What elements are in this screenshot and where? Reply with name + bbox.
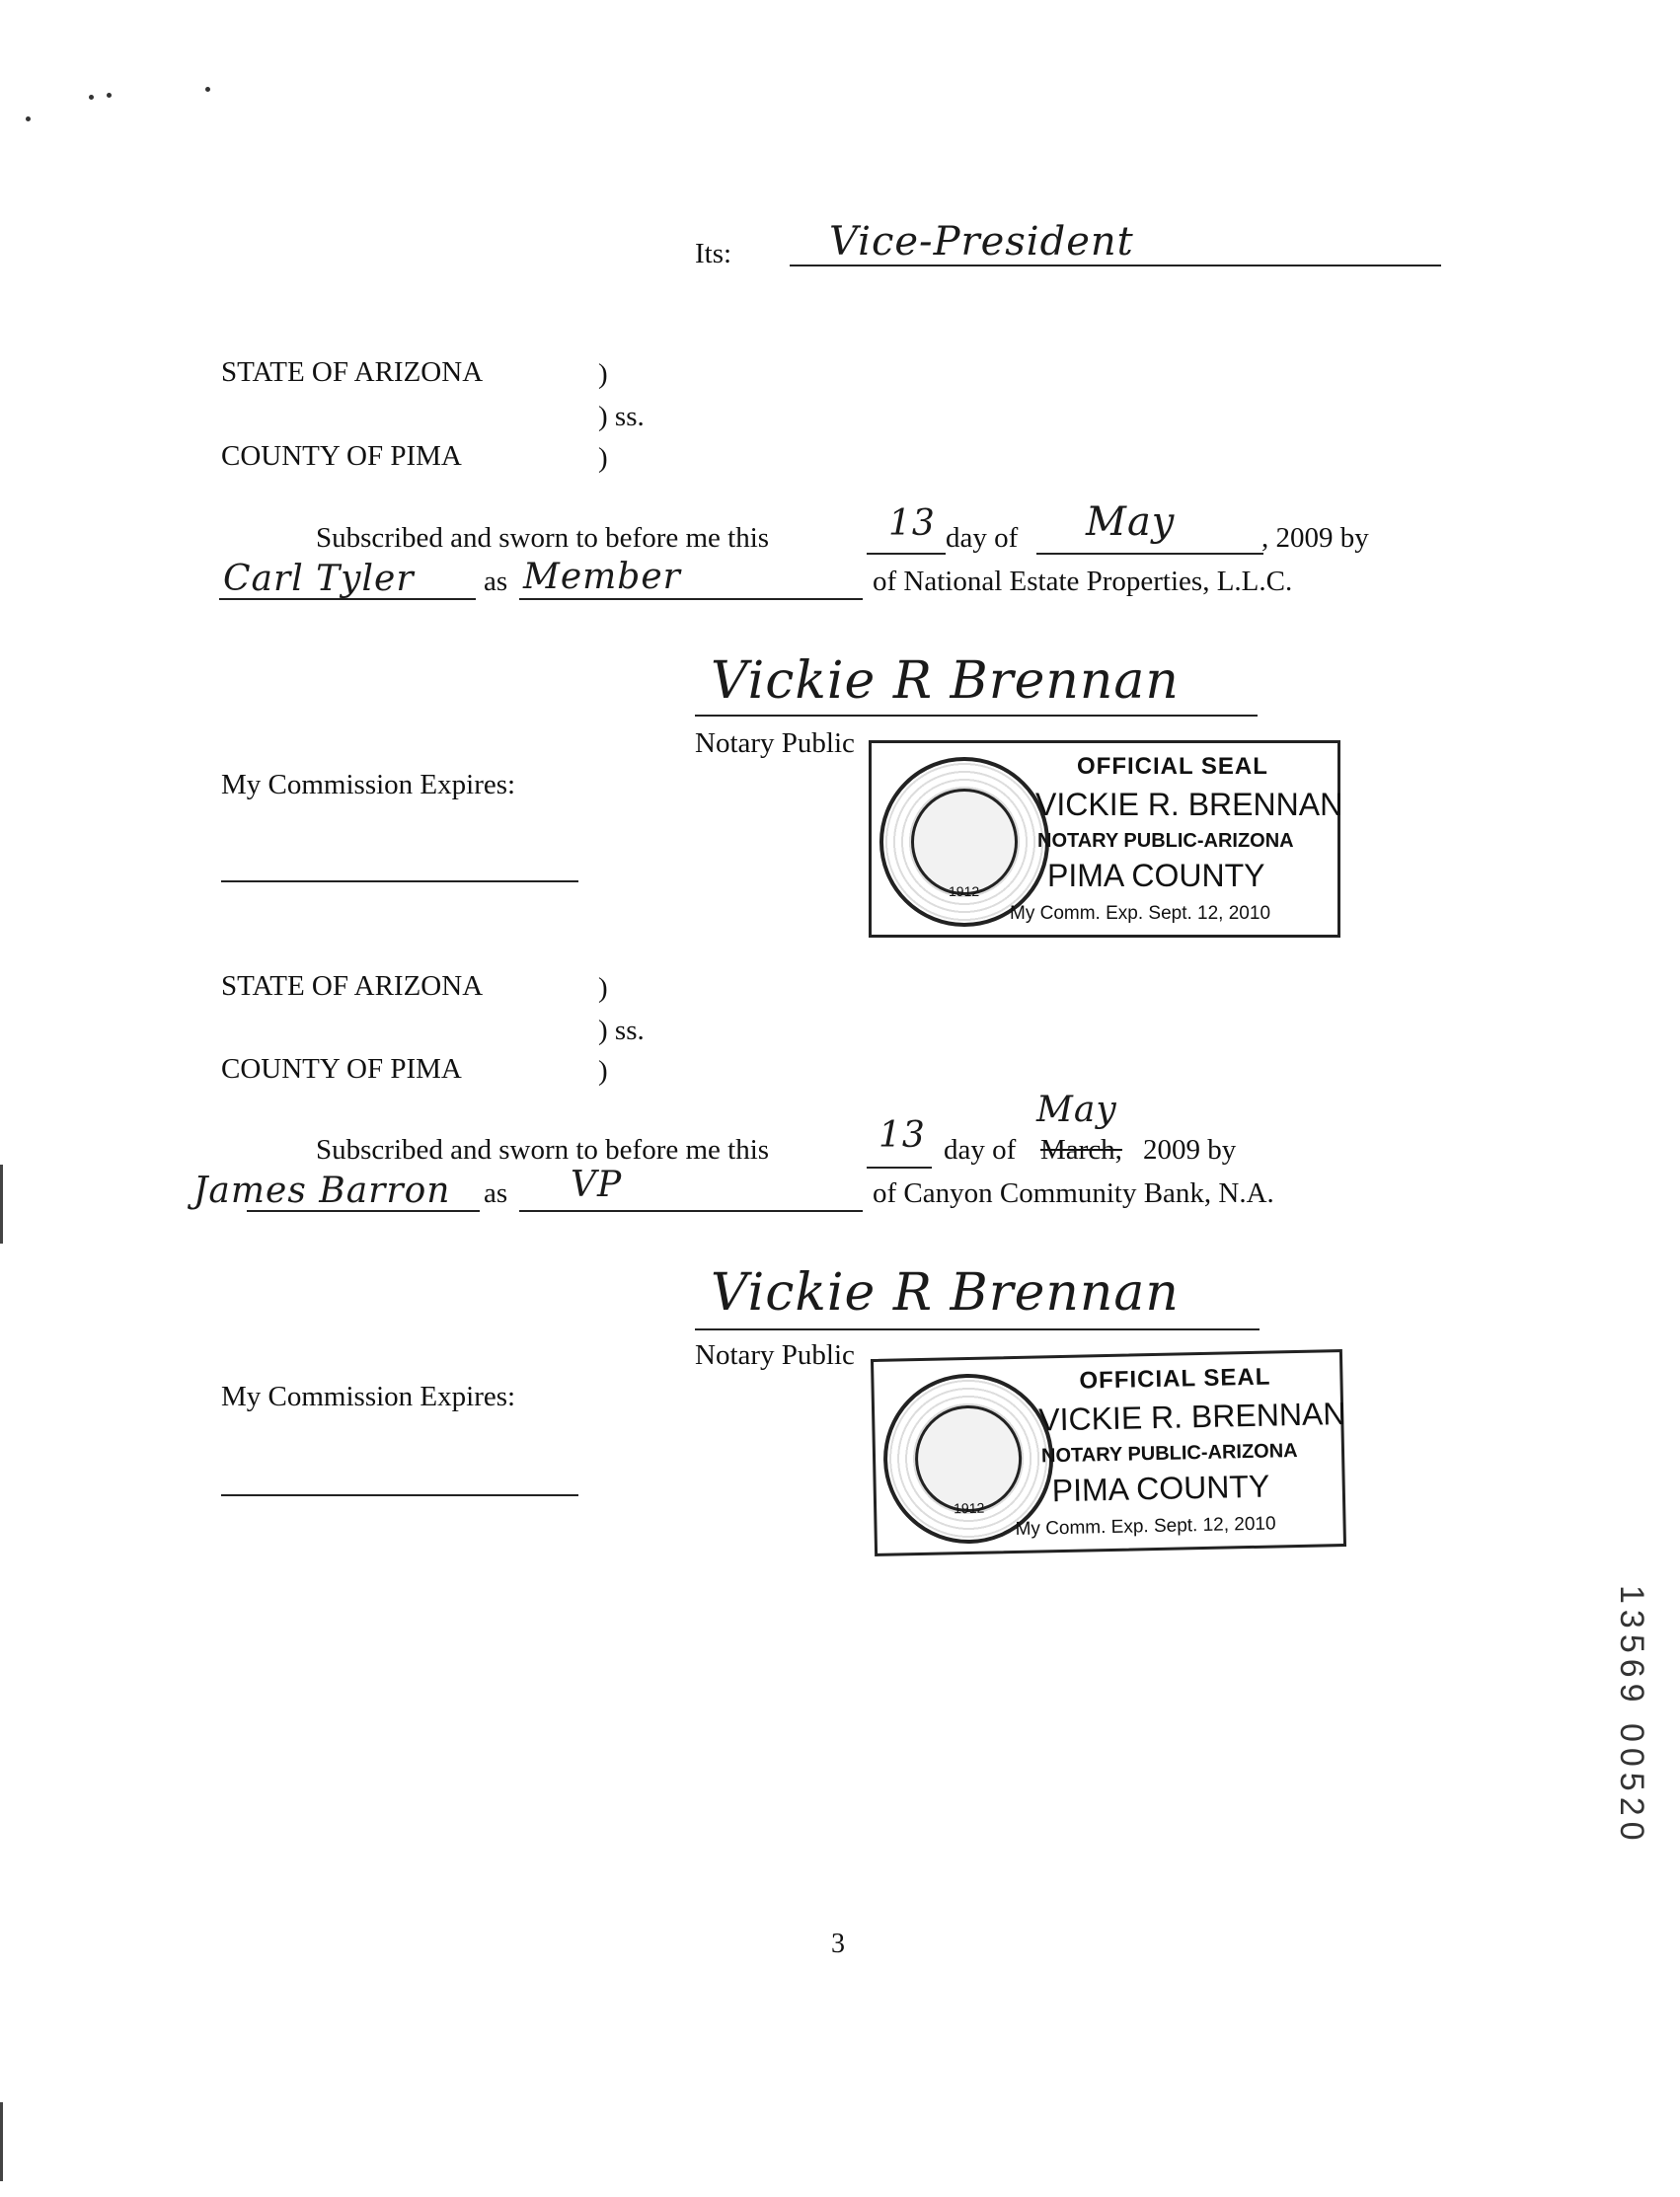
- month-struck: March,: [1040, 1134, 1122, 1166]
- as-label: as: [484, 566, 508, 597]
- seal-name: VICKIE R. BRENNAN: [1037, 1395, 1346, 1438]
- day-value: 13: [878, 1115, 926, 1156]
- sworn-text: Subscribed and sworn to before me this: [316, 1134, 770, 1166]
- seal-inner-ring: [911, 789, 1018, 895]
- signer-signature: Carl Tyler: [223, 559, 415, 599]
- day-line: [867, 553, 946, 555]
- seal-county: PIMA COUNTY: [1051, 1468, 1270, 1509]
- notary-label: Notary Public: [695, 1339, 855, 1371]
- notary-line: [695, 1328, 1260, 1330]
- seal-title: OFFICIAL SEAL: [1077, 753, 1268, 780]
- capacity-value: Member: [523, 557, 681, 597]
- month-handwritten: May: [1036, 1090, 1117, 1130]
- seal-emblem-year: 1912: [949, 883, 980, 899]
- seal-title: OFFICIAL SEAL: [1079, 1363, 1271, 1395]
- seal-name: VICKIE R. BRENNAN: [1035, 787, 1343, 822]
- signer-line: [219, 598, 476, 600]
- seal-role: NOTARY PUBLIC-ARIZONA: [1037, 830, 1294, 852]
- scan-mark: [205, 87, 210, 92]
- its-signature: Vice-President: [829, 219, 1134, 265]
- notary-label: Notary Public: [695, 727, 855, 759]
- county-label: COUNTY OF PIMA: [221, 1053, 462, 1085]
- seal-expires: My Comm. Exp. Sept. 12, 2010: [1010, 903, 1271, 924]
- scan-mark: [107, 93, 112, 98]
- notary-line: [695, 715, 1258, 717]
- paren: ): [598, 358, 608, 390]
- day-value: 13: [888, 503, 936, 544]
- state-label: STATE OF ARIZONA: [221, 970, 484, 1002]
- paren: ): [598, 442, 608, 474]
- commission-label: My Commission Expires:: [221, 1381, 516, 1412]
- signer-signature: James Barron: [193, 1171, 451, 1211]
- capacity-line: [519, 598, 863, 600]
- scan-mark: [89, 95, 94, 100]
- month-line: [1036, 553, 1263, 555]
- its-line: [790, 265, 1441, 266]
- notary-signature: Vickie R Brennan: [711, 651, 1180, 711]
- seal-inner-ring: [914, 1404, 1023, 1513]
- official-seal: [869, 740, 1343, 938]
- paren: ): [598, 972, 608, 1004]
- day-line: [867, 1167, 932, 1169]
- arizona-seal-emblem-icon: [879, 757, 1049, 927]
- entity-label: of Canyon Community Bank, N.A.: [873, 1177, 1274, 1209]
- scan-edge: [0, 1165, 3, 1244]
- seal-role: NOTARY PUBLIC-ARIZONA: [1040, 1439, 1298, 1468]
- signer-line: [247, 1210, 480, 1212]
- paren: ): [598, 1055, 608, 1087]
- seal-county: PIMA COUNTY: [1047, 858, 1265, 893]
- commission-line: [221, 1494, 578, 1496]
- day-of-label: day of: [946, 522, 1019, 554]
- state-label: STATE OF ARIZONA: [221, 356, 484, 388]
- capacity-value: VP: [571, 1165, 623, 1205]
- scan-edge: [0, 2102, 3, 2181]
- year-by-label: , 2009 by: [1261, 522, 1369, 554]
- county-label: COUNTY OF PIMA: [221, 440, 462, 472]
- month-value: May: [1086, 499, 1176, 545]
- scan-mark: [26, 116, 31, 121]
- entity-label: of National Estate Properties, L.L.C.: [873, 566, 1293, 597]
- sworn-text: Subscribed and sworn to before me this: [316, 522, 770, 554]
- seal-emblem-year: 1912: [953, 1499, 985, 1517]
- official-seal: [871, 1349, 1346, 1556]
- seal-expires: My Comm. Exp. Sept. 12, 2010: [1015, 1513, 1276, 1540]
- page-number: 3: [831, 1929, 845, 1959]
- ss-label: ) ss.: [598, 1015, 645, 1046]
- year-by-label: 2009 by: [1143, 1134, 1237, 1166]
- capacity-line: [519, 1210, 863, 1212]
- ss-label: ) ss.: [598, 401, 645, 432]
- its-label: Its:: [695, 238, 732, 269]
- commission-label: My Commission Expires:: [221, 769, 516, 800]
- day-of-label: day of: [944, 1134, 1017, 1166]
- notary-signature: Vickie R Brennan: [711, 1263, 1180, 1323]
- side-document-code: 13569 00520: [1613, 1585, 1650, 1847]
- commission-line: [221, 880, 578, 882]
- as-label: as: [484, 1177, 508, 1209]
